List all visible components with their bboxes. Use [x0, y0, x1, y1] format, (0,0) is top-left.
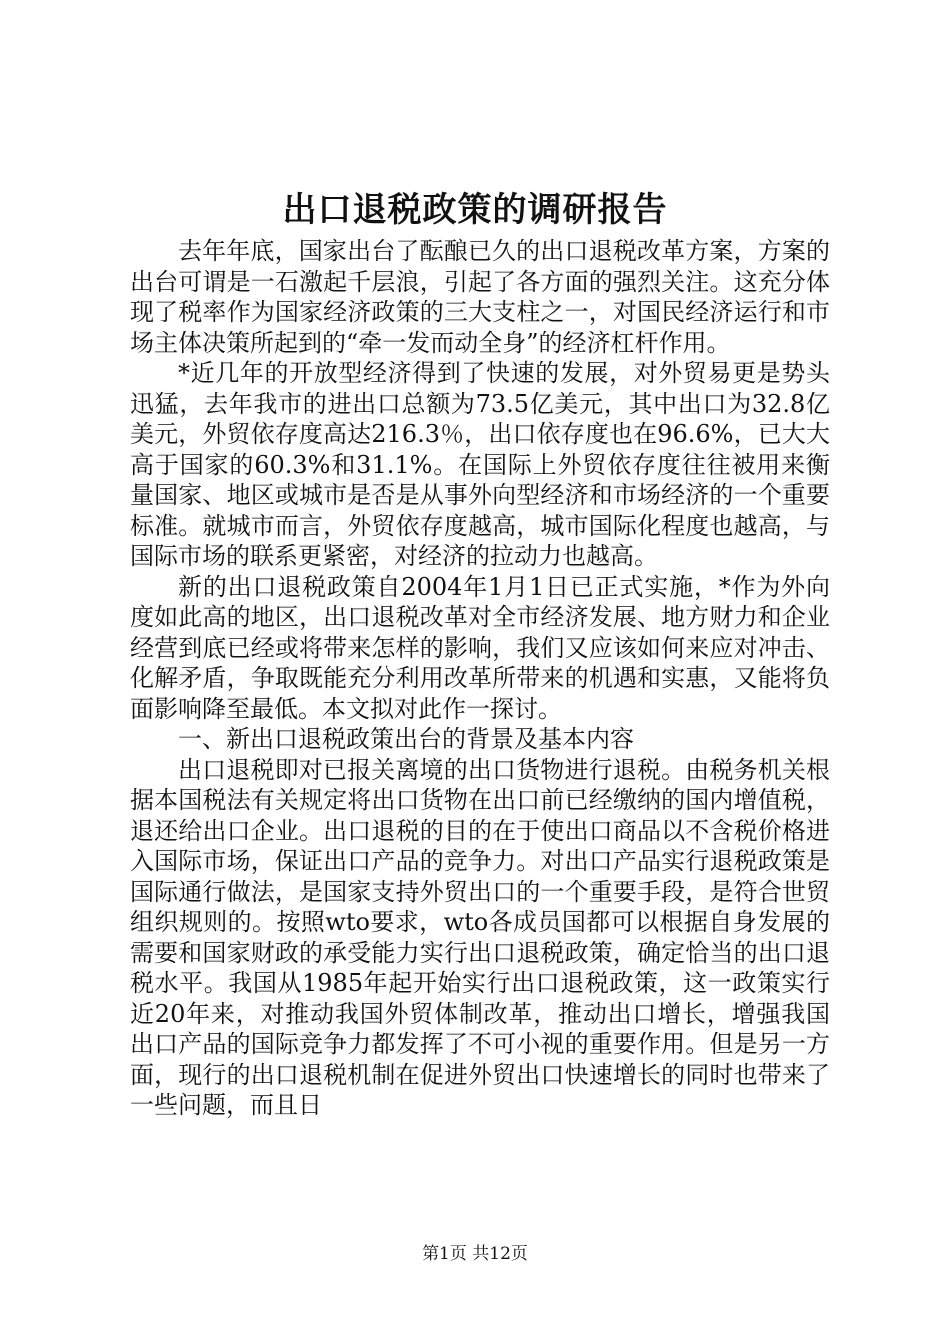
section-paragraph: 出口退税即对已报关离境的出口货物进行退税。由税务机关根据本国税法有关规定将出口货物在出口前已经缴纳的国内增值税，退还给出口企业。出口退税的目的在于使出口商品以不含税价格进入国际市场，保证出口产品的竞争力。对出口产品实行退税政策是国际通行做法，是国家支持外贸出口的一个重要手段，是符合世贸组织规则的。按照wto要求，wto各成员国都可以根据自身发展的需要和国家财政的承受能力实行出口退税政策，确定恰当的出口退税水平。我国从1985年起开始实行出口退税政策，这一政策实行近20年来，对推动我国外贸体制改革，推动出口增长，增强我国出口产品的国际竞争力都发挥了不可小视的重要作用。但是另一方面，现行的出口退税机制在促进外贸出口快速增长的同时也带来了一些问题，而且日: [130, 755, 830, 1119]
page-number-footer: 第1页 共12页: [422, 1244, 528, 1264]
document-title: 出口退税政策的调研报告: [282, 190, 668, 230]
intro-paragraph: 去年年底，国家出台了酝酿已久的出口退税改革方案，方案的出台可谓是一石激起千层浪，引起了各方面的强烈关注。这充分体现了税率作为国家经济政策的三大支柱之一，对国民经济运行和市场主体决策所起到的“牵一发而动全身”的经济杠杆作用。: [130, 237, 830, 357]
document-body: [130, 236, 830, 1121]
trade-statistics-paragraph: *近几年的开放型经济得到了快速的发展，对外贸易更是势头迅猛，去年我市的进出口总额为73.5亿美元，其中出口为32.8亿美元，外贸依存度高达216.3％，出口依存度也在96.6%，已大大高于国家的60.3%和31.1%。在国际上外贸依存度往往被用来衡量国家、地区或城市是否是从事外向型经济和市场经济的一个重要标准。就城市而言，外贸依存度越高，城市国际化程度也越高，与国际市场的联系更紧密，对经济的拉动力也越高。: [130, 359, 830, 570]
policy-impact-paragraph: 新的出口退税政策自2004年1月1日已正式实施，*作为外向度如此高的地区，出口退税改革对全市经济发展、地方财力和企业经营到底已经或将带来怎样的影响，我们又应该如何来应对冲击、化解矛盾，争取既能充分利用改革所带来的机遇和实惠，又能将负面影响降至最低。本文拟对此作一探讨。: [130, 572, 830, 723]
section-heading: 一、新出口退税政策出台的背景及基本内容: [178, 725, 634, 753]
